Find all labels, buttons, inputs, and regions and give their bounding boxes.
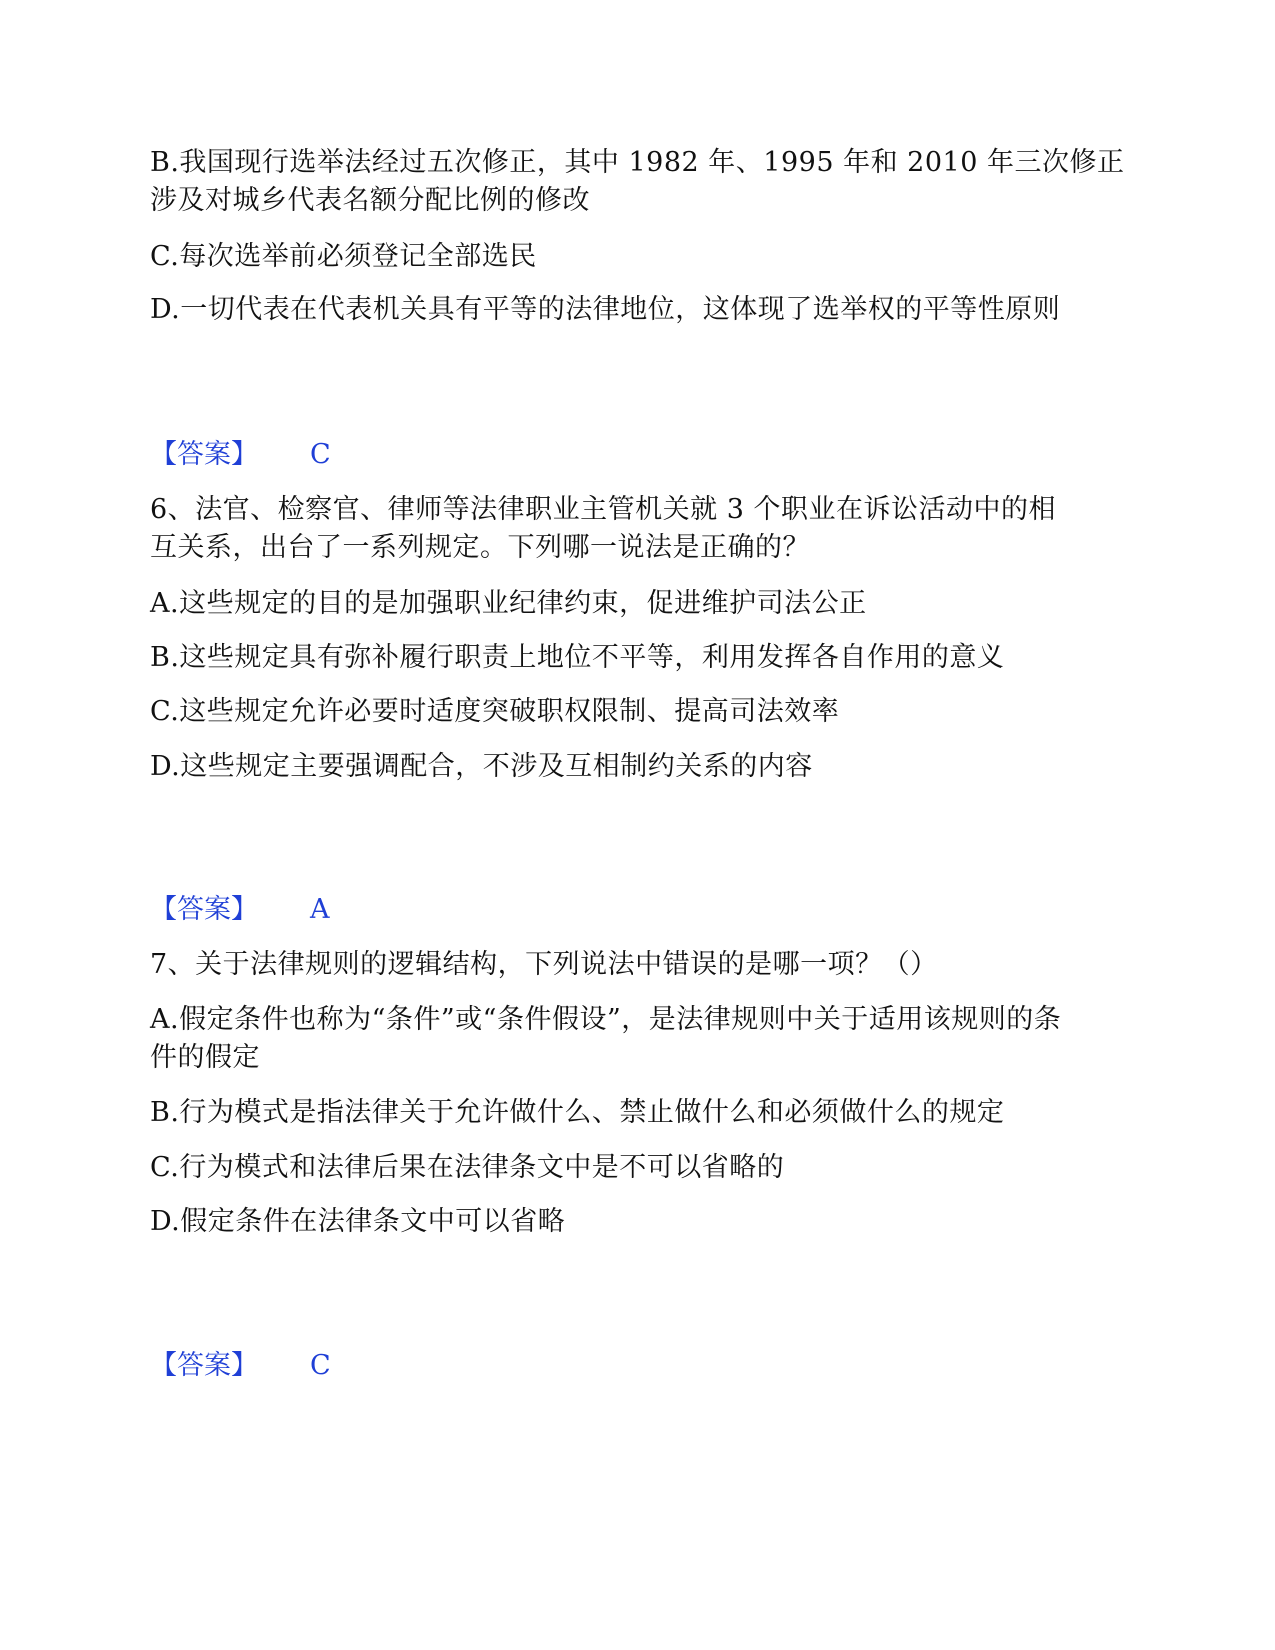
answer-value: A <box>310 894 330 925</box>
answer-label: 【答案】 <box>150 1350 258 1381</box>
q7-option-a-line1: A.假定条件也称为“条件”或“条件假设”，是法律规则中关于适用该规则的条 <box>150 1004 1062 1035</box>
q5-option-d: D.一切代表在代表机关具有平等的法律地位，这体现了选举权的平等性原则 <box>150 294 1061 325</box>
q7-option-b: B.行为模式是指法律关于允许做什么、禁止做什么和必须做什么的规定 <box>150 1097 1005 1128</box>
q6-option-a: A.这些规定的目的是加强职业纪律约束，促进维护司法公正 <box>150 588 867 619</box>
q7-answer <box>150 1346 331 1386</box>
q5-option-b-line1: B.我国现行选举法经过五次修正，其中 1982 年、1995 年和 2010 年三次修正 <box>150 147 1125 178</box>
answer-label: 【答案】 <box>150 894 258 925</box>
q6-option-c: C.这些规定允许必要时适度突破职权限制、提高司法效率 <box>150 696 840 727</box>
q7-stem: 7、关于法律规则的逻辑结构，下列说法中错误的是哪一项？（） <box>150 949 938 980</box>
q6-stem-line1: 6、法官、检察官、律师等法律职业主管机关就 3 个职业在诉讼活动中的相 <box>150 494 1057 525</box>
q6-answer <box>150 890 330 930</box>
q7-option-d: D.假定条件在法律条文中可以省略 <box>150 1206 566 1237</box>
q5-answer <box>150 435 331 475</box>
q7-option-c: C.行为模式和法律后果在法律条文中是不可以省略的 <box>150 1152 785 1183</box>
q5-option-b-line2: 涉及对城乡代表名额分配比例的修改 <box>150 185 590 216</box>
answer-label: 【答案】 <box>150 439 258 470</box>
q6-stem-line2: 互关系，出台了一系列规定。下列哪一说法是正确的？ <box>150 532 810 563</box>
q6-option-d: D.这些规定主要强调配合，不涉及互相制约关系的内容 <box>150 751 813 782</box>
q5-option-c: C.每次选举前必须登记全部选民 <box>150 241 537 272</box>
q6-option-b: B.这些规定具有弥补履行职责上地位不平等，利用发挥各自作用的意义 <box>150 642 1005 673</box>
answer-value: C <box>310 439 331 470</box>
q7-option-a-line2: 件的假定 <box>150 1042 260 1073</box>
answer-value: C <box>310 1350 331 1381</box>
